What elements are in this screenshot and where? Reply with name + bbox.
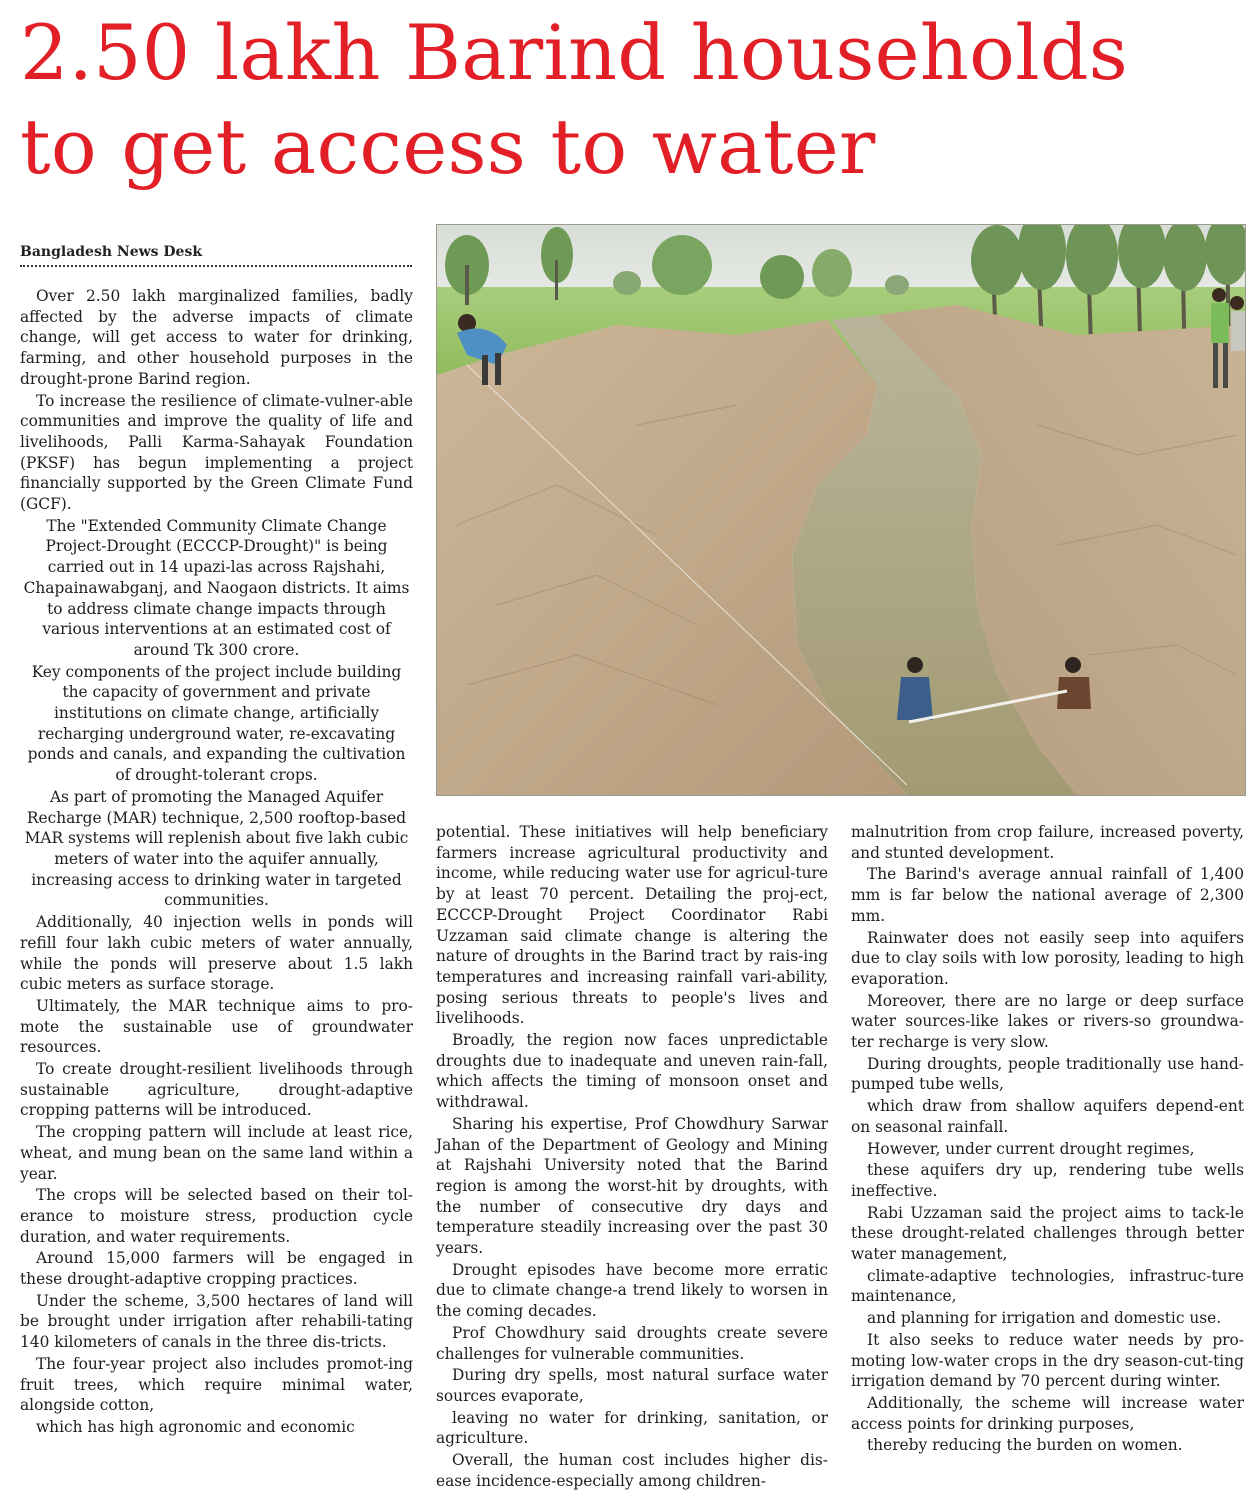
paragraph: To increase the resilience of climate-vulner-able communities and improve the quality of life and livelihoods, Palli Karma-Sahayak Foundation (PKSF) has begun implementing a project financially supported by the Green Climate Fund (GCF). [20,391,413,514]
paragraph: Rainwater does not easily seep into aquifers due to clay soils with low porosity, leading to high evaporation. [851,928,1244,988]
paragraph: which has high agronomic and economic [36,1417,355,1436]
paragraph: Overall, the human cost includes higher dis-ease incidence-especially among children- [436,1451,828,1490]
paragraph: The four-year project also includes promot-ing fruit trees, which require minimal water, alongside cotton, [20,1354,413,1415]
headline [20,6,1245,194]
paragraph: potential. These initiatives will help beneficiary farmers increase agricultural productivity and income, while reducing water use for agricul-ture by at least 70 percent. Detailing the proj-ect, ECCCP-Drought Project Coordinator Rabi Uzzaman said climate change is altering the nature of droughts in the Barind tract by rais-ing temperatures and increasing rainfall vari-ability, posing serious threats to people's lives and livelihoods. [436,823,828,1028]
paragraph: During droughts, people traditionally use hand-pumped tube wells, [851,1054,1244,1094]
paragraph: As part of promoting the Managed Aquifer Recharge (MAR) technique, 2,500 rooftop-based MAR systems will replenish about five lakh cubic meters of water into the aquifer annually, increasing access to drinking water in targeted communities. [24,787,409,910]
paragraph: these aquifers dry up, rendering tube wells ineffective. [851,1161,1244,1200]
paragraph: and planning for irrigation and domestic use. [867,1309,1222,1328]
paragraph: leaving no water for drinking, sanitation, or agriculture. [436,1408,828,1448]
paragraph: Key components of the project include building the capacity of government and private institutions on climate change, artificially recharging underground water, re-excavating ponds and canals, and expanding the cultivation of drought-tolerant crops. [27,662,406,785]
paragraph: Rabi Uzzaman said the project aims to tack-le these drought-related challenges through better water management, [851,1203,1244,1264]
paragraph: The "Extended Community Climate Change Project-Drought (ECCCP-Drought)" is being carried out in 14 upazi-las across Rajshahi, Chapainawabganj, and Naogaon districts. It aims to address climate change impacts through various interventions at an estimated cost of around Tk 300 crore. [23,516,410,659]
paragraph: Ultimately, the MAR technique aims to pro-mote the sustainable use of groundwater resources. [20,996,413,1057]
byline: Bangladesh News Desk [20,244,412,267]
paragraph: Broadly, the region now faces unpredictable droughts due to inadequate and uneven rain-fall, which affects the timing of monsoon onset and withdrawal. [436,1031,828,1112]
paragraph: The cropping pattern will include at least rice, wheat, and mung bean on the same land within a year. [20,1123,413,1183]
headline-line-2: to get access to water [20,102,876,191]
article-column-1 [20,286,413,1439]
paragraph: During dry spells, most natural surface water sources evaporate, [436,1366,828,1405]
paragraph: Around 15,000 farmers will be engaged in these drought-adaptive cropping practices. [20,1249,413,1289]
paragraph: climate-adaptive technologies, infrastruc-ture maintenance, [851,1266,1244,1306]
canal-photo [436,224,1246,796]
paragraph: which draw from shallow aquifers depend-ent on seasonal rainfall. [851,1097,1244,1136]
paragraph: However, under current drought regimes, [867,1139,1195,1158]
paragraph: malnutrition from crop failure, increased poverty, and stunted development. [851,823,1244,862]
paragraph: Under the scheme, 3,500 hectares of land will be brought under irrigation after rehabili-tating 140 kilometers of canals in the three dis-tricts. [20,1291,413,1352]
article-column-2 [436,822,828,1493]
paragraph: Additionally, 40 injection wells in ponds will refill four lakh cubic meters of water annually, while the ponds will preserve about 1.5 lakh cubic meters as surface storage. [20,913,413,994]
paragraph: Over 2.50 lakh marginalized families, badly affected by the adverse impacts of climate change, will get access to water for drinking, farming, and other household purposes in the drought-prone Barind region. [20,287,413,388]
paragraph: Drought episodes have become more erratic due to climate change-a trend likely to worsen in the coming decades. [436,1260,828,1321]
paragraph: thereby reducing the burden on women. [867,1436,1183,1455]
headline-line-1: 2.50 lakh Barind households [20,8,1129,97]
paragraph: The Barind's average annual rainfall of 1,400 mm is far below the national average of 2,300 mm. [851,865,1244,925]
paragraph: Prof Chowdhury said droughts create severe challenges for vulnerable communities. [436,1323,828,1363]
article-column-3 [851,822,1244,1457]
paragraph: To create drought-resilient livelihoods through sustainable agriculture, drought-adaptive cropping patterns will be introduced. [20,1060,413,1120]
paragraph: Sharing his expertise, Prof Chowdhury Sarwar Jahan of the Department of Geology and Mining at Rajshahi University noted that the Barind region is among the worst-hit by droughts, with the number of consecutive dry days and temperature steadily increasing over the past 30 years. [436,1114,828,1258]
paragraph: Additionally, the scheme will increase water access points for drinking purposes, [851,1393,1244,1433]
paragraph: It also seeks to reduce water needs by pro-moting low-water crops in the dry season-cut-ting irrigation demand by 70 percent during winter. [851,1330,1244,1391]
paragraph: The crops will be selected based on their tol-erance to moisture stress, production cycle duration, and water requirements. [20,1186,413,1246]
canal-illustration [437,225,1245,795]
paragraph: Moreover, there are no large or deep surface water sources-like lakes or rivers-so groundwa-ter recharge is very slow. [851,991,1244,1052]
